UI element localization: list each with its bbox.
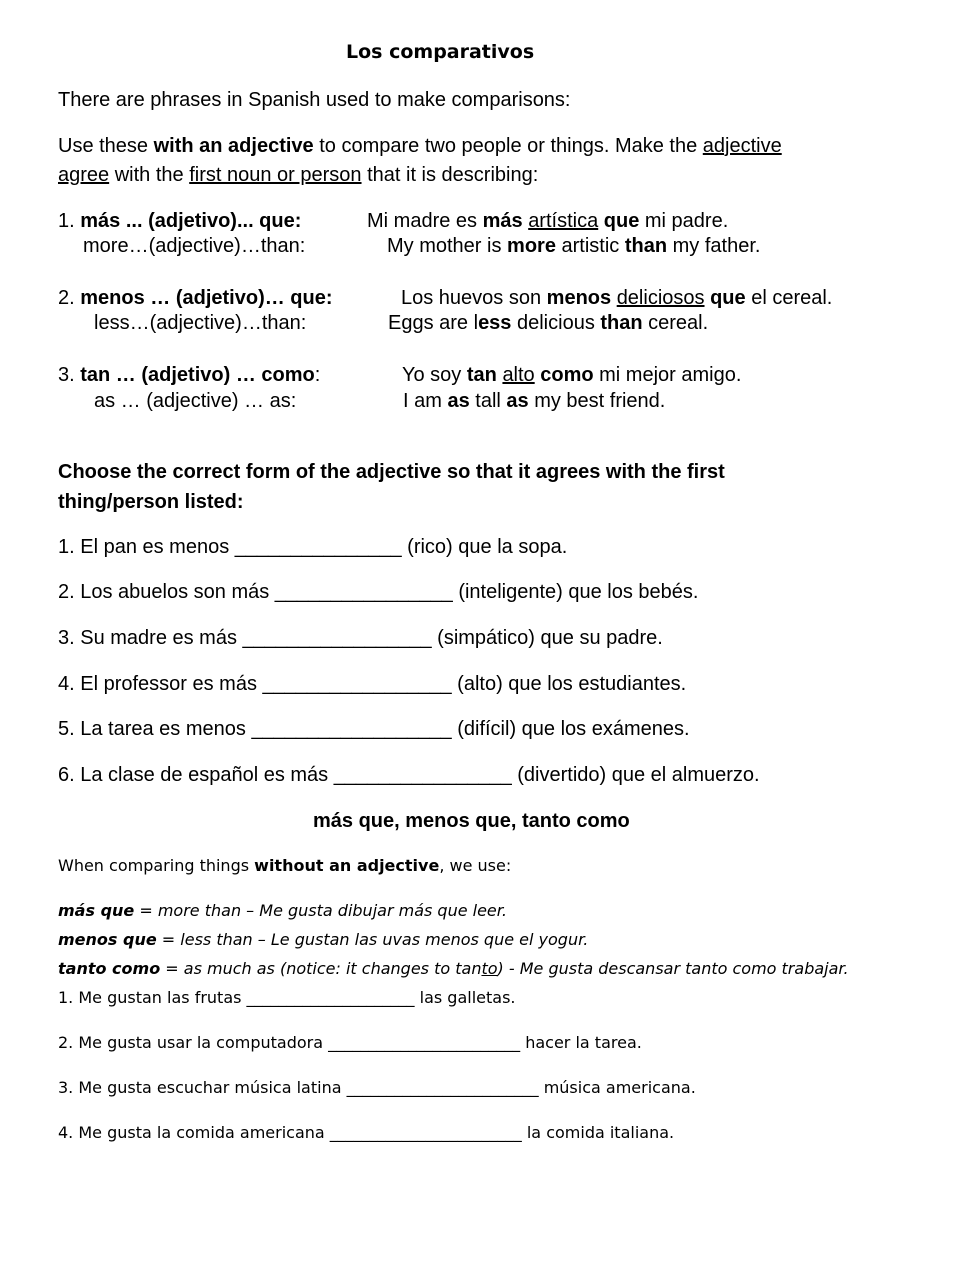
rule-3-translation: as … (adjective) … as: — [94, 390, 297, 412]
without-adjective-intro: When comparing things without an adjective, we use: — [58, 856, 512, 875]
definition-tanto-como: tanto como = as much as (notice: it changes to tanto) - Me gusta descansar tanto como trabajar. — [58, 959, 849, 978]
definition-menos-que: menos que = less than – Le gustan las uvas menos que el yogur. — [58, 930, 589, 949]
exercise-1-item-3: 3. Su madre es más _________________ (simpático) que su padre. — [58, 627, 663, 649]
rule-1-english-example: My mother is more artistic than my father. — [387, 235, 761, 257]
rule-1-translation: more…(adjective)…than: — [83, 235, 306, 257]
exercise-1-item-1: 1. El pan es menos _______________ (rico) que la sopa. — [58, 536, 568, 558]
usage-instruction-line-2: agree with the first noun or person that it is describing: — [58, 164, 539, 186]
page-title: Los comparativos — [346, 41, 535, 63]
exercise-heading-line-2: thing/person listed: — [58, 491, 244, 513]
exercise-1-item-6: 6. La clase de español es más ________________ (divertido) que el almuerzo. — [58, 764, 760, 786]
exercise-2-item-3: 3. Me gusta escuchar música latina ________________________ música americana. — [58, 1078, 696, 1097]
rule-3-formula: 3. tan … (adjetivo) … como: — [58, 364, 321, 386]
section-2-title: más que, menos que, tanto como — [313, 810, 630, 832]
rule-3-spanish-example: Yo soy tan alto como mi mejor amigo. — [402, 364, 742, 386]
rule-2-translation: less…(adjective)…than: — [94, 312, 307, 334]
definition-mas-que: más que = more than – Me gusta dibujar más que leer. — [58, 901, 507, 920]
exercise-1-item-4: 4. El professor es más _________________ (alto) que los estudiantes. — [58, 673, 687, 695]
rule-2-formula: 2. menos … (adjetivo)… que: — [58, 287, 333, 309]
exercise-1-item-5: 5. La tarea es menos __________________ (difícil) que los exámenes. — [58, 718, 690, 740]
rule-1-formula: 1. más ... (adjetivo)... que: — [58, 210, 302, 232]
exercise-1-item-2: 2. Los abuelos son más ________________ (inteligente) que los bebés. — [58, 581, 699, 603]
rule-1-spanish-example: Mi madre es más artística que mi padre. — [367, 210, 729, 232]
rule-3-english-example: I am as tall as my best friend. — [403, 390, 666, 412]
intro-text: There are phrases in Spanish used to make comparisons: — [58, 89, 571, 111]
rule-2-english-example: Eggs are less delicious than cereal. — [388, 312, 709, 334]
usage-instruction-line-1: Use these with an adjective to compare two people or things. Make the adjective — [58, 135, 782, 157]
rule-2-spanish-example: Los huevos son menos deliciosos que el cereal. — [401, 287, 833, 309]
exercise-heading-line-1: Choose the correct form of the adjective so that it agrees with the first — [58, 461, 725, 483]
exercise-2-item-2: 2. Me gusta usar la computadora ________________________ hacer la tarea. — [58, 1033, 642, 1052]
exercise-2-item-1: 1. Me gustan las frutas _____________________ las galletas. — [58, 988, 516, 1007]
exercise-2-item-4: 4. Me gusta la comida americana ________________________ la comida italiana. — [58, 1123, 675, 1142]
